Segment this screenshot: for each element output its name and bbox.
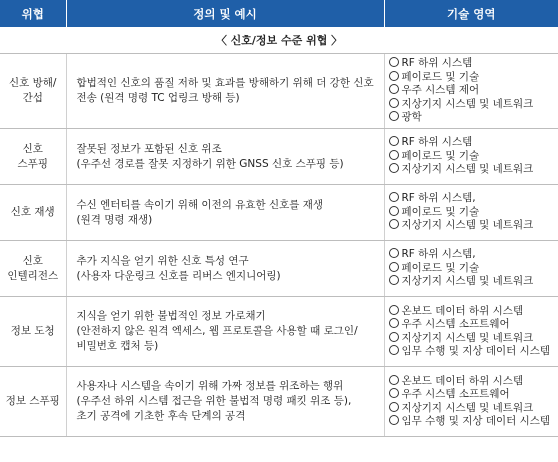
hollow-circle-icon xyxy=(389,375,399,385)
header-desc: 정의 및 예시 xyxy=(66,0,384,27)
hollow-circle-icon xyxy=(389,206,399,216)
tech-area-label: RF 하위 시스템 xyxy=(401,57,473,70)
tech-area-item xyxy=(389,57,558,71)
description-cell xyxy=(66,241,384,297)
description-line: (원격 명령 재생) xyxy=(76,213,153,226)
table-row xyxy=(0,297,558,367)
threat-line: 신호 xyxy=(22,142,43,155)
tech-area-cell xyxy=(384,129,558,185)
description-line: 수신 엔터티를 속이기 위해 이전의 유효한 신호를 재생 xyxy=(76,198,324,211)
hollow-circle-icon xyxy=(389,305,399,315)
tech-area-item xyxy=(389,415,558,429)
tech-area-cell xyxy=(384,367,558,437)
hollow-circle-icon xyxy=(389,163,399,173)
description-line: (우주선 하위 시스템 접근을 위한 불법적 명령 패킷 위조 등), xyxy=(76,395,352,407)
threat-line: 신호 방해/ xyxy=(9,77,57,89)
hollow-circle-icon xyxy=(389,57,399,67)
table-row xyxy=(0,185,558,241)
tech-area-label: 페이로드 및 기술 xyxy=(401,149,480,162)
hollow-circle-icon xyxy=(389,84,399,94)
threat-line: 신호 xyxy=(22,254,43,267)
tech-area-item xyxy=(389,332,558,346)
tech-area-cell xyxy=(384,54,558,129)
tech-area-cell xyxy=(384,297,558,367)
threat-cell xyxy=(0,241,66,297)
tech-area-item xyxy=(389,192,558,206)
threat-cell xyxy=(0,367,66,437)
threat-line: 스푸핑 xyxy=(17,157,48,170)
tech-area-label: 페이로드 및 기술 xyxy=(401,70,480,83)
tech-area-item xyxy=(389,206,558,220)
tech-area-item xyxy=(389,136,558,150)
tech-area-label: RF 하위 시스템 xyxy=(401,136,473,149)
tech-area-label: 임무 수행 및 지상 데이터 시스템 xyxy=(401,415,551,427)
tech-area-item xyxy=(389,219,558,233)
tech-area-item xyxy=(389,84,558,98)
tech-area-label: 지상기지 시스템 및 네트워크 xyxy=(401,275,534,288)
description-cell xyxy=(66,129,384,185)
tech-area-label: 지상기지 시스템 및 네트워크 xyxy=(401,97,534,110)
hollow-circle-icon xyxy=(389,415,399,425)
hollow-circle-icon xyxy=(389,111,399,121)
hollow-circle-icon xyxy=(389,318,399,328)
tech-area-item xyxy=(389,163,558,177)
tech-area-label: RF 하위 시스템, xyxy=(401,248,476,261)
hollow-circle-icon xyxy=(389,71,399,81)
threat-cell xyxy=(0,54,66,129)
tech-area-label: 임무 수행 및 지상 데이터 시스템 xyxy=(401,345,551,357)
threat-cell xyxy=(0,297,66,367)
tech-area-item xyxy=(389,98,558,112)
tech-area-item xyxy=(389,345,558,359)
description-line: 사용자나 시스템을 속이기 위해 가짜 정보를 위조하는 행위 xyxy=(76,380,344,392)
tech-area-item xyxy=(389,262,558,276)
header-row xyxy=(0,0,558,27)
description-line: (사용자 다운링크 신호를 리버스 엔지니어링) xyxy=(76,269,281,282)
tech-area-label: 지상기지 시스템 및 네트워크 xyxy=(401,401,534,414)
threat-line: 정보 도청 xyxy=(10,325,55,337)
tech-area-label: 지상기지 시스템 및 네트워크 xyxy=(401,219,534,232)
description-cell xyxy=(66,297,384,367)
tech-area-cell xyxy=(384,241,558,297)
tech-area-label: 페이로드 및 기술 xyxy=(401,205,480,218)
header-tech: 기술 영역 xyxy=(384,0,558,27)
tech-area-label: 지상기지 시스템 및 네트워크 xyxy=(401,331,534,344)
tech-area-label: RF 하위 시스템, xyxy=(401,192,476,205)
table-row xyxy=(0,241,558,297)
tech-area-item xyxy=(389,305,558,319)
table-row xyxy=(0,367,558,437)
table-row xyxy=(0,54,558,129)
hollow-circle-icon xyxy=(389,150,399,160)
description-line: (우주선 경로를 잘못 지정하기 위한 GNSS 신호 스푸핑 등) xyxy=(76,157,344,170)
hollow-circle-icon xyxy=(389,345,399,355)
tech-area-item xyxy=(389,71,558,85)
description-line: 전송 (원격 명령 TC 업링크 방해 등) xyxy=(76,92,240,104)
tech-area-item xyxy=(389,275,558,289)
description-line: (안전하지 않은 원격 엑세스, 웹 프로토콜을 사용할 때 로그인/ xyxy=(76,325,358,337)
description-line: 합법적인 신호의 품질 저하 및 효과를 방해하기 위해 더 강한 신호 xyxy=(76,77,374,89)
description-line: 지식을 얻기 위한 불법적인 정보 가로채기 xyxy=(76,310,266,322)
hollow-circle-icon xyxy=(389,402,399,412)
description-line: 비밀번호 캡처 등) xyxy=(76,340,159,352)
section-row xyxy=(0,27,558,54)
description-line: 추가 지식을 얻기 위한 신호 특성 연구 xyxy=(76,254,249,267)
tech-area-item xyxy=(389,318,558,332)
table-row xyxy=(0,129,558,185)
tech-area-cell xyxy=(384,185,558,241)
description-line: 잘못된 정보가 포함된 신호 위조 xyxy=(76,142,222,155)
tech-area-label: 페이로드 및 기술 xyxy=(401,261,480,274)
threat-line: 신호 재생 xyxy=(10,206,55,218)
hollow-circle-icon xyxy=(389,136,399,146)
hollow-circle-icon xyxy=(389,98,399,108)
hollow-circle-icon xyxy=(389,262,399,272)
tech-area-label: 지상기지 시스템 및 네트워크 xyxy=(401,163,534,176)
description-cell xyxy=(66,54,384,129)
tech-area-label: 광학 xyxy=(401,111,422,124)
hollow-circle-icon xyxy=(389,332,399,342)
threat-line: 인텔리전스 xyxy=(7,269,59,282)
hollow-circle-icon xyxy=(389,248,399,258)
tech-area-label: 우주 시스템 소프트웨어 xyxy=(401,318,510,330)
threat-cell xyxy=(0,185,66,241)
description-cell xyxy=(66,185,384,241)
tech-area-item xyxy=(389,150,558,164)
threat-line: 정보 스푸핑 xyxy=(5,395,60,407)
tech-area-label: 온보드 데이터 하위 시스템 xyxy=(401,374,524,387)
description-cell xyxy=(66,367,384,437)
section-title: 〈 신호/정보 수준 위협 〉 xyxy=(0,27,558,54)
tech-area-label: 온보드 데이터 하위 시스템 xyxy=(401,304,524,317)
hollow-circle-icon xyxy=(389,192,399,202)
tech-area-item xyxy=(389,111,558,125)
threat-cell xyxy=(0,129,66,185)
tech-area-item xyxy=(389,248,558,262)
description-line: 초기 공격에 기초한 후속 단계의 공격 xyxy=(76,410,246,422)
hollow-circle-icon xyxy=(389,388,399,398)
header-threat: 위협 xyxy=(0,0,66,27)
tech-area-label: 우주 시스템 제어 xyxy=(401,84,480,97)
hollow-circle-icon xyxy=(389,275,399,285)
hollow-circle-icon xyxy=(389,219,399,229)
threat-line: 간섭 xyxy=(22,92,43,104)
tech-area-item xyxy=(389,402,558,416)
tech-area-item xyxy=(389,388,558,402)
tech-area-label: 우주 시스템 소프트웨어 xyxy=(401,388,510,400)
tech-area-item xyxy=(389,375,558,389)
